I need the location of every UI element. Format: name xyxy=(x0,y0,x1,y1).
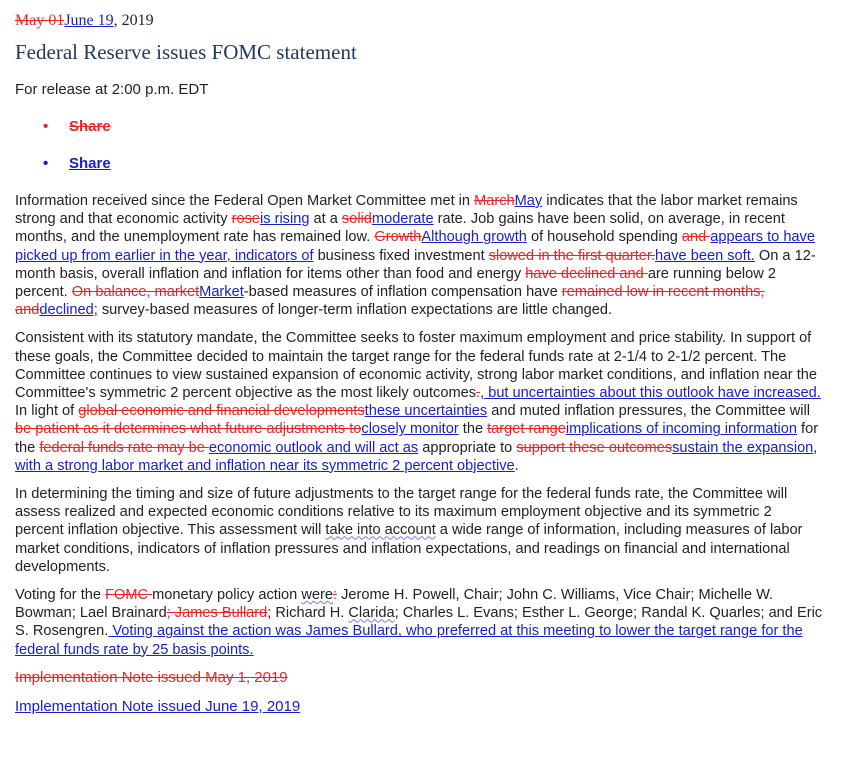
inserted-text: have been soft. xyxy=(655,247,755,264)
text-run: Consistent with its statutory mandate, the Committee seeks to foster maximum employment and price stability. In support of these goals, the Committee decided to maintain the target range for the federal funds rate at 2-1/4 to 2-1/2 percent. The Committee continues to view sustained expansion of economic activity, strong labor market conditions, and inflation near the Committee's symmetric 2 percent objective as the most likely outcomes xyxy=(15,330,818,402)
text-run: the xyxy=(458,421,488,438)
inserted-text: is rising xyxy=(259,211,310,228)
paragraph-policy xyxy=(15,329,823,475)
text-run: for the xyxy=(15,421,819,456)
page-title: Federal Reserve issues FOMC statement xyxy=(15,40,357,64)
bullet-icon: • xyxy=(43,118,49,135)
deleted-text: : xyxy=(333,587,338,604)
text-run: were xyxy=(301,587,333,604)
text-run: . xyxy=(514,457,519,474)
inserted-date: June 19 xyxy=(64,12,114,29)
bullet-icon: • xyxy=(43,155,49,172)
inserted-text: Market xyxy=(199,284,244,301)
release-date: May 01June 19, 2019 xyxy=(15,12,154,29)
share-list xyxy=(15,118,823,172)
text-run: business fixed investment xyxy=(313,247,489,264)
inserted-text: moderate xyxy=(371,211,434,228)
release-time: For release at 2:00 p.m. EDT xyxy=(15,81,209,98)
deleted-text: Growth xyxy=(374,229,422,246)
text-run: Clarida xyxy=(348,605,395,622)
deleted-text: and xyxy=(681,229,711,246)
text-run: of household spending xyxy=(526,229,682,246)
deleted-text: rose xyxy=(231,211,260,228)
deleted-date: May 01 xyxy=(15,12,65,29)
text-run: In light of xyxy=(15,403,79,420)
text-run: a wide range of information, including measures of labor market conditions, indicators of inflation pressures and inflation expectations, and readings on financial and international developments. xyxy=(15,522,803,575)
share-link-deleted[interactable]: • Share xyxy=(43,118,111,135)
text-run: survey-based measures of longer-term inflation expectations are little changed. xyxy=(97,302,613,319)
text-run: Information received since the Federal Open Market Committee met in xyxy=(15,193,475,209)
deleted-text: target range xyxy=(487,421,566,438)
text-run: appropriate to xyxy=(418,439,517,456)
text-run: take into account xyxy=(325,522,436,539)
text-run: ; Charles L. Evans; Esther L. George; Randal K. Quarles; and Eric S. Rosengren. xyxy=(15,605,823,640)
inserted-text: Although growth xyxy=(421,229,527,246)
implementation-note-link[interactable]: Implementation Note issued June 19, 2019 xyxy=(15,697,301,715)
deleted-text: slowed in the first quarter. xyxy=(488,247,656,264)
text-run: Jerome H. Powell, Chair; John C. Williams, Vice Chair; Michelle W. Bowman; Lael Brainard xyxy=(15,587,774,622)
paragraph-voting xyxy=(15,586,823,659)
paragraph-economy xyxy=(15,192,823,319)
text-run: -based measures of inflation compensation have xyxy=(243,284,562,301)
deleted-text: March xyxy=(474,193,515,209)
text-run: indicates that the labor market remains strong and that economic activity xyxy=(15,193,798,228)
deleted-text: FOMC xyxy=(105,587,153,604)
inserted-text: May xyxy=(514,193,543,209)
text-run: and muted inflation pressures, the Committee will xyxy=(487,403,811,420)
inserted-text: sustain the expansion, with a strong labor market and inflation near its symmetric 2 percent objective xyxy=(15,439,818,474)
text-run: Voting for the xyxy=(15,587,106,604)
deleted-text: have declined and xyxy=(525,265,648,282)
inserted-text: these uncertainties xyxy=(364,403,488,420)
deleted-text: federal funds rate may be xyxy=(39,439,209,456)
inserted-text: Voting against the action was James Bullard, who preferred at this meeting to lower the target range for the federal funds rate by 25 basis points. xyxy=(15,623,803,658)
deleted-text: be patient as it determines what future adjustments to xyxy=(15,421,362,438)
inserted-text: implications of incoming information xyxy=(565,421,797,438)
paragraph-assessment xyxy=(15,485,823,576)
deleted-text: . xyxy=(476,385,481,402)
deleted-text: On balance, market xyxy=(71,284,200,301)
text-run: at a xyxy=(309,211,342,228)
deleted-text: solid xyxy=(341,211,372,228)
text-run: are running below 2 percent. xyxy=(15,265,776,301)
inserted-text: declined; xyxy=(39,302,98,319)
inserted-text: economic outlook and will act as xyxy=(208,439,419,456)
share-link[interactable]: • Share xyxy=(43,155,111,172)
deleted-text: ; James Bullard xyxy=(166,605,268,622)
deleted-text: remained low in recent months, and xyxy=(15,284,765,319)
text-run: On a 12-month basis, overall inflation and inflation for items other than food and energy xyxy=(15,247,816,282)
implementation-note-link-deleted[interactable]: Implementation Note issued May 1, 2019 xyxy=(15,668,288,686)
text-run: monetary policy action xyxy=(152,587,302,604)
inserted-text: closely monitor xyxy=(361,421,459,438)
deleted-text: global economic and financial developments xyxy=(78,403,365,420)
inserted-text: appears to have picked up from earlier in the year, indicators of xyxy=(15,229,815,264)
text-run: rate. Job gains have been solid, on average, in recent months, and the unemployment rate has remained low. xyxy=(15,211,785,246)
deleted-text: support these outcomes xyxy=(516,439,673,456)
text-run: ; Richard H. xyxy=(267,605,349,622)
text-run: In determining the timing and size of future adjustments to the target range for the federal funds rate, the Committee will assess realized and expected economic conditions relative to its maximum employment objective and its symmetric 2 percent inflation objective. This assessment will xyxy=(15,486,788,539)
inserted-text: , but uncertainties about this outlook have increased. xyxy=(480,385,821,402)
